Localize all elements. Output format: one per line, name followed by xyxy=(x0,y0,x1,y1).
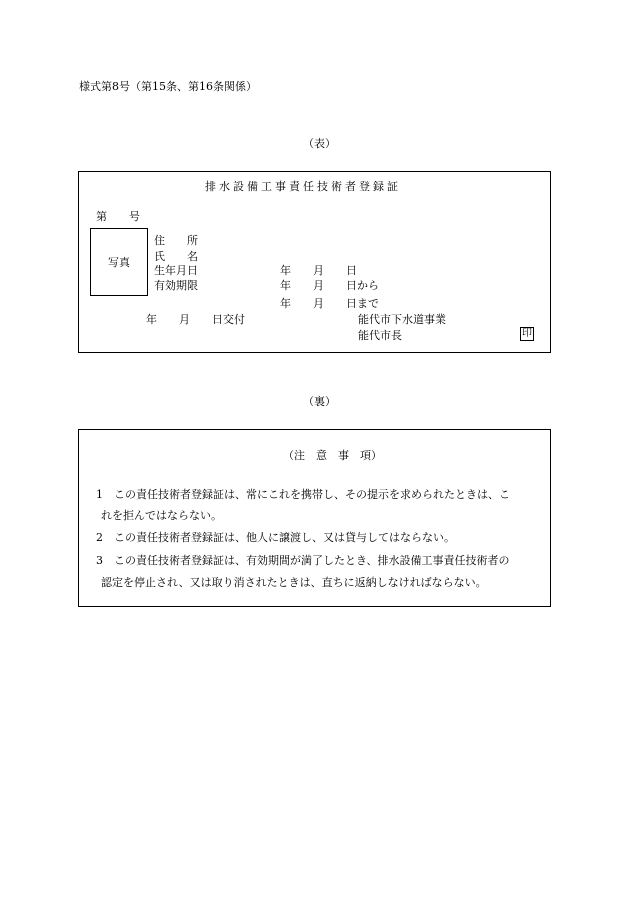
notes-title: （注 意 事 項） xyxy=(283,449,382,462)
photo-label: 写真 xyxy=(108,256,130,269)
birth-date-label: 生年月日 xyxy=(154,264,198,277)
note-1-line-1: 1 この責任技術者登録証は、常にこれを携帯し、その提示を求められたときは、こ xyxy=(96,488,510,501)
note-3-line-1: 3 この責任技術者登録証は、有効期間が満了したとき、排水設備工事責任技術者の xyxy=(96,554,510,567)
issue-date: 年 月 日交付 xyxy=(146,313,245,326)
issuer-title: 能代市長 xyxy=(358,329,402,342)
issuer-organization: 能代市下水道事業 xyxy=(358,313,446,326)
birth-date-value: 年 月 日 xyxy=(280,264,357,277)
note-3-line-2: 認定を停止され、又は取り消されたときは、直ちに返納しなければならない。 xyxy=(101,576,487,589)
note-2-line-1: 2 この責任技術者登録証は、他人に譲渡し、又は貸与してはならない。 xyxy=(96,531,455,544)
address-label: 住 所 xyxy=(154,234,198,247)
card-title: 排水設備工事責任技術者登録証 xyxy=(205,180,401,193)
validity-label: 有効期限 xyxy=(154,279,198,292)
name-label: 氏 名 xyxy=(154,250,198,263)
seal-mark: 印 xyxy=(522,328,532,339)
note-1-line-2: れを拒んではならない。 xyxy=(101,509,222,522)
form-id: 様式第8号（第15条、第16条関係） xyxy=(79,80,257,93)
validity-from: 年 月 日から xyxy=(280,279,379,292)
back-side-label: （裏） xyxy=(303,395,336,408)
validity-to: 年 月 日まで xyxy=(280,297,379,310)
registration-number-label: 第 号 xyxy=(96,210,140,223)
front-side-label: （表） xyxy=(303,137,336,150)
